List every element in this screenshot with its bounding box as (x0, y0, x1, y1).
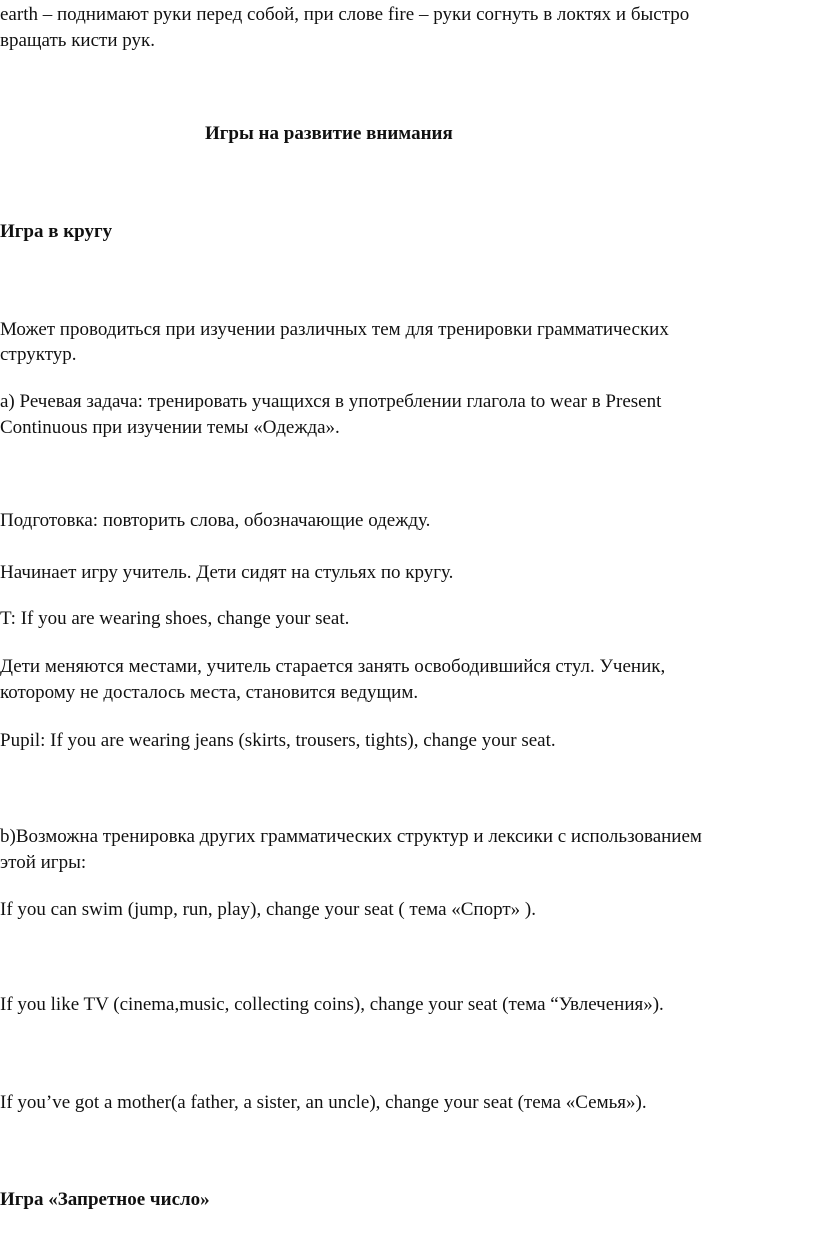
paragraph-9: If you can swim (jump, run, play), change your seat ( тема «Спорт» ). (0, 899, 536, 920)
paragraph-2-line-1: а) Речевая задача: тренировать учащихся в употреблении глагола to wear в Present (0, 391, 662, 412)
paragraph-7: Pupil: If you are wearing jeans (skirts, trousers, tights), change your seat. (0, 730, 556, 751)
paragraph-1-line-2: структур. (0, 344, 77, 365)
section-title: Игры на развитие внимания (205, 123, 453, 144)
intro-line-1: earth – поднимают руки перед собой, при слове fire – руки согнуть в локтях и быстро (0, 4, 690, 25)
game1-title: Игра в кругу (0, 221, 113, 242)
paragraph-2-line-2: Continuous при изучении темы «Одежда». (0, 417, 340, 438)
game2-title: Игра «Запретное число» (0, 1189, 210, 1210)
paragraph-1-line-1: Может проводиться при изучении различных тем для тренировки грамматических (0, 319, 669, 340)
paragraph-4: Начинает игру учитель. Дети сидят на стульях по кругу. (0, 562, 454, 583)
paragraph-10: If you like TV (cinema,music, collecting coins), change your seat (тема “Увлечения»). (0, 994, 664, 1015)
paragraph-8-line-2: этой игры: (0, 852, 87, 873)
paragraph-5: T: If you are wearing shoes, change your seat. (0, 608, 350, 629)
paragraph-8-line-1: b)Возможна тренировка других грамматических структур и лексики с использованием (0, 826, 702, 847)
paragraph-6-line-2: которому не досталось места, становится ведущим. (0, 682, 419, 703)
intro-line-2: вращать кисти рук. (0, 30, 155, 51)
paragraph-6-line-1: Дети меняются местами, учитель старается занять освободившийся стул. Ученик, (0, 656, 666, 677)
paragraph-11: If you’ve got a mother(a father, a sister, an uncle), change your seat (тема «Семья»). (0, 1092, 647, 1113)
paragraph-3: Подготовка: повторить слова, обозначающие одежду. (0, 510, 431, 531)
